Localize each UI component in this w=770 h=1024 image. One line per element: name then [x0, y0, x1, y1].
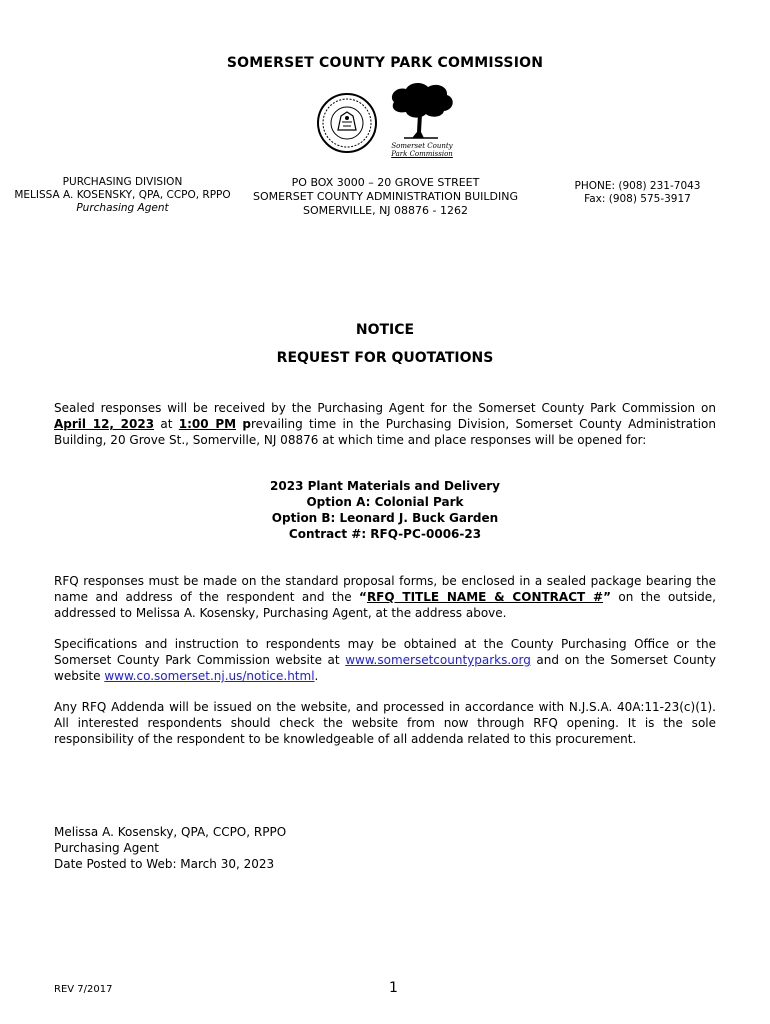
phone-number: PHONE: (908) 231-7043: [574, 180, 701, 192]
project-option-b: Option B: Leonard J. Buck Garden: [271, 511, 499, 525]
intro-text-bold-p: p: [242, 417, 251, 431]
specs-text-a: Specifications and instruction to respondents may be obtained at the County Purchasing Office or the Somerset County Park Commission website at: [54, 637, 716, 667]
project-option-a: Option A: Colonial Park: [306, 495, 464, 509]
contract-number: Contract #: RFQ-PC-0006-23: [288, 527, 482, 541]
submission-paragraph: [54, 573, 716, 621]
intro-text-b: at: [154, 417, 179, 431]
revision-label: REV 7/2017: [54, 984, 113, 995]
opening-time: 1:00 PM: [178, 417, 237, 431]
address-line1: PO BOX 3000 – 20 GROVE STREET: [291, 176, 480, 189]
contact-block: [560, 180, 715, 206]
rfq-title-requirement: RFQ TITLE NAME & CONTRACT #: [366, 590, 604, 604]
signer-role: Purchasing Agent: [54, 841, 159, 855]
project-title: 2023 Plant Materials and Delivery: [270, 479, 500, 493]
rfq-heading: REQUEST FOR QUOTATIONS: [276, 350, 494, 366]
intro-text-c: revailing time in the Purchasing Division, Somerset County Administration Building, 20 Grove St., Somerville, NJ 08876 at which time and place responses will be opened for:: [54, 417, 716, 447]
submission-text-a: RFQ responses must be made on the standard proposal forms, be enclosed in a sealed package bearing the name and address of the respondent and the: [54, 574, 716, 604]
agent-name: MELISSA A. KOSENSKY, QPA, CCPO, RPPO: [14, 189, 231, 201]
signature-block: [54, 824, 286, 872]
specs-text-c: .: [314, 669, 319, 683]
opening-date: April 12, 2023: [54, 417, 155, 431]
tree-logo-caption: [384, 142, 460, 158]
purchasing-division-block: [10, 176, 235, 215]
notice-heading: NOTICE: [355, 322, 415, 338]
specifications-paragraph: [54, 636, 716, 684]
intro-paragraph: [54, 400, 716, 448]
address-block: [238, 176, 533, 218]
tree-caption-line1: Somerset County: [391, 142, 453, 150]
submission-text-b: on the outside, addressed to Melissa A. Kosensky, Purchasing Agent, at the address above.: [54, 590, 716, 620]
county-notice-link[interactable]: www.co.somerset.nj.us/notice.html: [104, 669, 315, 683]
page-number: 1: [389, 980, 398, 996]
specs-text-b: and on the Somerset County website: [54, 653, 716, 683]
date-posted: Date Posted to Web: March 30, 2023: [54, 857, 275, 871]
signer-name: Melissa A. Kosensky, QPA, CCPO, RPPO: [54, 825, 287, 839]
division-name: PURCHASING DIVISION: [62, 176, 183, 188]
addenda-paragraph: Any RFQ Addenda will be issued on the website, and processed in accordance with N.J.S.A. 40A:11-23(c)(1). All interested respondents should check the website from now through RFQ opening. It is the sole responsibility of the respondent to be knowledgeable of all addenda related to this procurement.: [54, 700, 716, 746]
county-seal-icon: [316, 92, 378, 154]
parks-website-link[interactable]: www.somersetcountyparks.org: [345, 653, 531, 667]
project-block: [0, 478, 770, 542]
address-line3: SOMERVILLE, NJ 08876 - 1262: [302, 204, 468, 217]
tree-caption-line2: Park Commission: [391, 150, 453, 158]
commission-title: SOMERSET COUNTY PARK COMMISSION: [226, 55, 544, 71]
address-line2: SOMERSET COUNTY ADMINISTRATION BUILDING: [253, 190, 518, 203]
fax-number: Fax: (908) 575-3917: [584, 193, 691, 205]
intro-text-a: Sealed responses will be received by the Purchasing Agent for the Somerset County Park Commission on: [54, 401, 716, 415]
quote-close: ”: [603, 590, 611, 604]
agent-title: Purchasing Agent: [76, 202, 169, 214]
quote-open: “: [359, 590, 367, 604]
